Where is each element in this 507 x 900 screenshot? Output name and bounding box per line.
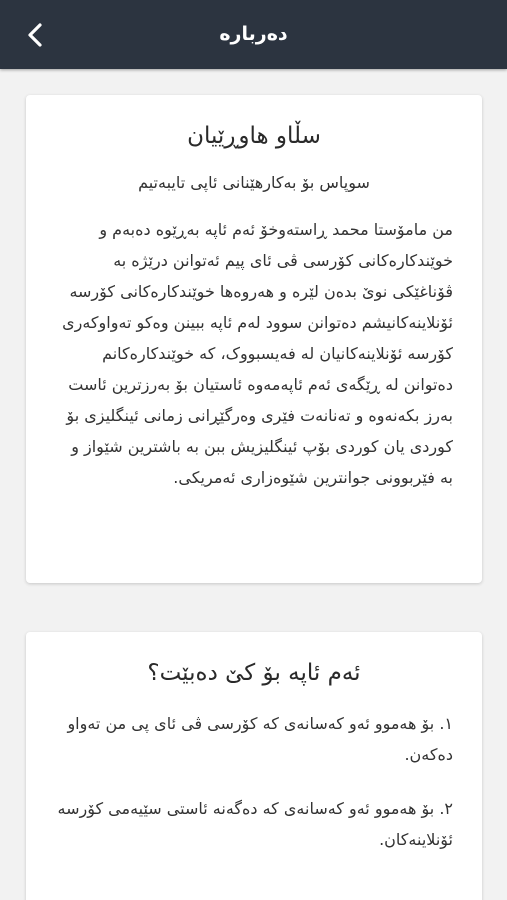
audience-list-item: ١. بۆ هەموو ئەو کەسانەی کە کۆرسی ڤی ئای پی من تەواو دەکەن. <box>67 714 453 764</box>
about-card-subtitle: سوپاس بۆ بەکارهێنانی ئاپی تایبەتیم <box>138 173 370 192</box>
page-title: دەربارە <box>219 23 288 45</box>
audience-list-item: ٢. بۆ هەموو ئەو کەسانەی کە دەگەنە ئاستی سێیەمی کۆرسە ئۆنلاینەکان. <box>57 799 453 849</box>
audience-card <box>26 632 482 900</box>
scroll-content[interactable] <box>0 69 507 900</box>
app-bar <box>0 0 507 69</box>
audience-list <box>55 686 453 855</box>
audience-card-title: ئەم ئاپە بۆ کێ دەبێت؟ <box>147 660 361 686</box>
about-card-title: سڵاو هاوڕێیان <box>187 123 321 149</box>
about-card <box>26 95 482 583</box>
about-card-body: من مامۆستا محمد ڕاستەوخۆ ئەم ئاپە بەڕێوە دەبەم و خوێندکارەکانی کۆرسی ڤی ئای پیم ئەتوانن درێژە بە ڤۆناغێکی نوێ بدەن لێرە و هەروەها خوێندکارەکانی کۆرسە ئۆنلاینەکانیشم دەتوانن سوود لەم ئاپە ببینن وەکو تەواوکەری کۆرسە ئۆنلاینەکانیان لە فەیسبووک، کە خوێندکارەکانم دەتوانن لە ڕێگەی ئەم ئاپەمەوە ئاستیان بۆ بەرزترین ئاست بەرز بکەنەوە و تەنانەت فێری وەرگێڕانی زمانی ئینگلیزی بۆ کوردی یان کوردی بۆپ ئینگلیزیش ببن بە باشترین شێواز و بە فێربوونی جوانترین شێوەزاری ئەمریکی. <box>62 220 453 487</box>
